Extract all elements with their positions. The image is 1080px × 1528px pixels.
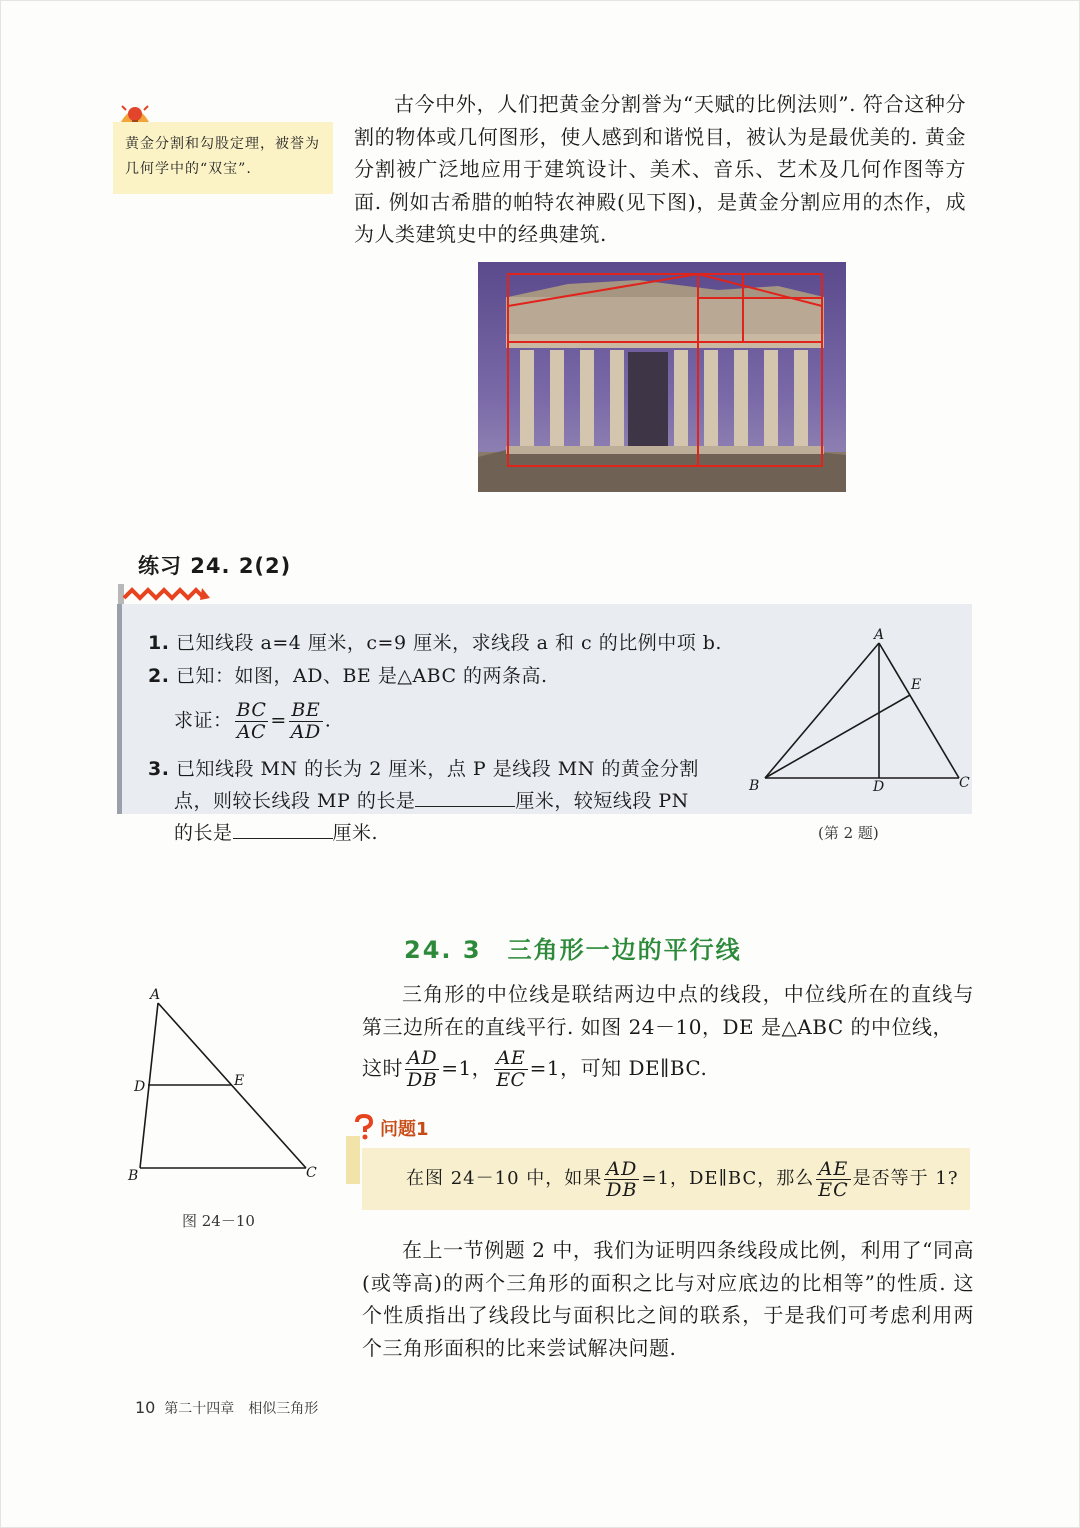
frac-num: BC — [236, 699, 267, 721]
frac-num: BE — [289, 700, 323, 722]
question-box — [362, 1148, 970, 1210]
question-box-tab — [346, 1136, 360, 1184]
page-number: 10 — [135, 1398, 156, 1417]
section-paragraph — [362, 978, 974, 1043]
frac-den: DB — [606, 1178, 638, 1201]
exercise-item-2 — [148, 661, 748, 691]
item-text: 已知：如图，AD、BE 是△ABC 的两条高. — [176, 665, 548, 687]
parthenon-photo — [478, 262, 846, 492]
equals-sign: = — [270, 709, 287, 732]
label-a: A — [150, 987, 161, 1003]
page-footer — [135, 1398, 318, 1418]
section-paragraph-line3 — [362, 1048, 974, 1091]
exercise-item-2-prove — [174, 700, 474, 743]
intro-text: 古今中外，人们把黄金分割誉为“天赋的比例法则”. 符合这种分割的物体或几何图形，使人感到和谐悦目，被认为是最优美的. 黄金分割被广泛地应用于建筑设计、美术、音乐、艺术及几何作图等方面. 例如古希腊的帕特农神殿(见下图)，是黄金分割应用的杰作，成为人类建筑史中的经典建筑. — [354, 92, 966, 246]
text: 这时 — [362, 1056, 403, 1080]
question-text: 是否等于 1? — [852, 1168, 959, 1189]
item-number: 3. — [148, 758, 170, 780]
fraction-ad-db — [604, 1159, 639, 1200]
frac-num: AD — [405, 1048, 439, 1070]
frac-den: EC — [818, 1178, 849, 1201]
fraction-bc-ac — [235, 700, 269, 743]
closing-paragraph — [362, 1234, 974, 1364]
prove-label: 求证： — [174, 709, 233, 732]
chapter-title: 第二十四章 相似三角形 — [164, 1401, 319, 1417]
exercise-figure-caption: (第 2 题) — [818, 824, 879, 842]
exercise-item-3-line3 — [174, 818, 474, 848]
question-text: 在图 24－10 中，如果 — [406, 1168, 603, 1189]
exercise-item-3-line2 — [174, 786, 734, 816]
section-title: 24. 3 三角形一边的平行线 — [404, 936, 742, 964]
frac-den: AC — [236, 721, 267, 743]
text: =1， — [441, 1056, 493, 1080]
intro-paragraph — [354, 88, 966, 251]
frac-den: EC — [496, 1069, 526, 1091]
figure-24-10 — [126, 985, 326, 1185]
frac-num: AE — [816, 1159, 850, 1180]
item-text: 点，则较长线段 MP 的长是 — [174, 790, 416, 812]
label-e: E — [911, 677, 922, 693]
exercise-item-3 — [148, 754, 738, 784]
question-text: =1，DE∥BC，那么 — [641, 1168, 815, 1189]
exercise-item-1 — [148, 628, 748, 658]
frac-den: AD — [290, 721, 321, 743]
answer-blank-pn[interactable] — [233, 820, 333, 839]
item-text-line1: 已知线段 MN 的长为 2 厘米，点 P 是线段 MN 的黄金分割 — [176, 758, 699, 780]
label-d: D — [873, 779, 885, 795]
closing-text: 在上一节例题 2 中，我们为证明四条线段成比例，利用了“同高(或等高)的两个三角形的面积之比与对应底边的比相等”的性质. 这个性质指出了线段比与面积比之间的联系，于是我们可考虑利用两个三角形面积的比来尝试解决问题. — [362, 1238, 974, 1360]
label-c: C — [306, 1165, 317, 1181]
fraction-ad-db — [405, 1048, 439, 1091]
label-b: B — [128, 1168, 139, 1184]
item-text: 厘米. — [332, 822, 379, 844]
item-text: 已知线段 a=4 厘米，c=9 厘米，求线段 a 和 c 的比例中项 b. — [176, 632, 722, 654]
period: . — [324, 709, 332, 732]
fraction-ae-ec — [816, 1159, 850, 1200]
label-d: D — [134, 1079, 146, 1095]
answer-blank-mp[interactable] — [415, 788, 515, 807]
figure-24-10-caption: 图 24－10 — [182, 1212, 255, 1230]
side-note: 黄金分割和勾股定理，被誉为几何学中的“双宝”. — [113, 122, 333, 194]
text: =1，可知 DE∥BC. — [529, 1056, 708, 1080]
item-number: 1. — [148, 632, 170, 654]
parthenon-illustration — [478, 262, 846, 492]
exercise-title: 练习 24. 2(2) — [138, 554, 292, 578]
fraction-be-ad — [289, 700, 323, 743]
frac-num: AE — [494, 1048, 527, 1070]
item-text: 的长是 — [174, 822, 233, 844]
exercise-triangle-figure — [745, 625, 975, 800]
label-b: B — [749, 778, 760, 794]
label-c: C — [959, 775, 970, 791]
section-text: 三角形的中位线是联结两边中点的线段，中位线所在的直线与第三边所在的直线平行. 如图 24－10，DE 是△ABC 的中位线， — [362, 982, 974, 1039]
item-text: 厘米，较短线段 PN — [515, 790, 689, 812]
fraction-ae-ec — [494, 1048, 527, 1091]
label-e: E — [234, 1073, 245, 1089]
label-a: A — [874, 627, 885, 643]
item-number: 2. — [148, 665, 170, 687]
frac-den: DB — [407, 1069, 438, 1091]
frac-num: AD — [604, 1159, 639, 1180]
question-label: 问题1 — [380, 1119, 429, 1140]
